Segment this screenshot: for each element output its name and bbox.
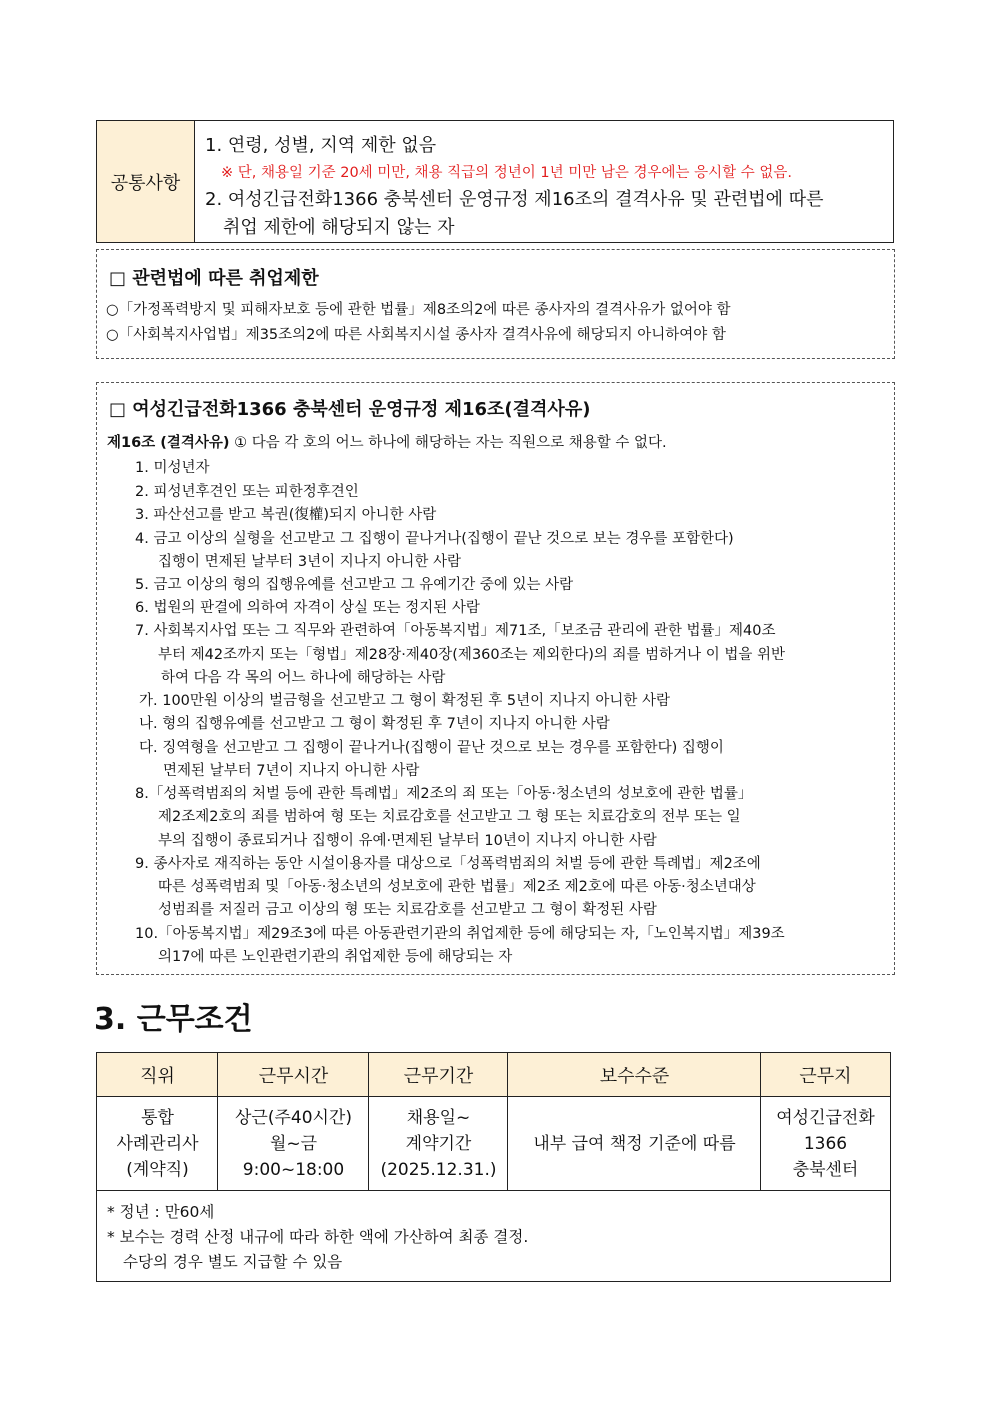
cell-line: (2025.12.31.) [380,1159,497,1180]
regulation-line: 따른 성폭력범죄 및「아동·청소년의 성보호에 관한 법률」제2조 제2호에 따른 아동·청소년대상 [158,879,756,895]
regulation-line: 면제된 날부터 7년이 지나지 아니한 사람 [163,763,420,779]
header-pay: 보수수준 [508,1053,761,1097]
column-divider [760,1053,761,1191]
column-divider [507,1053,508,1191]
regulation-line: 집행이 면제된 날부터 3년이 지나지 아니한 사람 [158,554,462,570]
law-line-1: ○「가정폭력방지 및 피해자보호 등에 관한 법률」제8조의2에 따른 종사자의 결격사유가 없어야 함 [106,302,731,318]
regulation-line: 10.「아동복지법」제29조3에 따른 아동관련기관의 취업제한 등에 해당되는 자,「노인복지법」제39조 [135,926,785,942]
cell-line: 계약기간 [405,1133,472,1154]
note-retirement: * 정년 : 만60세 [107,1203,215,1221]
regulation-intro [107,431,667,452]
law-restriction-box [96,249,895,359]
common-label: 공통사항 [97,121,195,242]
cell-period [369,1097,508,1191]
regulation-line: 8.「성폭력범죄의 처벌 등에 관한 특례법」제2조의 죄 또는「아동·청소년의 성보호에 관한 법률」 [135,786,753,802]
regulation-intro-text: ① 다음 각 호의 어느 하나에 해당하는 자는 직원으로 채용할 수 없다. [229,435,667,451]
law-box-title: □ 관련법에 따른 취업제한 [109,268,319,289]
column-divider [368,1053,369,1191]
regulation-line: 5. 금고 이상의 형의 집행유예를 선고받고 그 유예기간 중에 있는 사람 [135,577,574,593]
note-allowance: 수당의 경우 별도 지급할 수 있음 [123,1253,343,1271]
column-divider [217,1053,218,1191]
regulation-line: 2. 피성년후견인 또는 피한정후견인 [135,484,359,500]
cell-line: 채용일~ [406,1107,471,1128]
regulation-intro-article: 제16조 (결격사유) [107,435,230,451]
header-period: 근무기간 [369,1053,508,1097]
cell-line: 9:00~18:00 [242,1159,345,1180]
law-line-2: ○「사회복지사업법」제35조의2에 따른 사회복지시설 종사자 결격사유에 해당되지 아니하여야 함 [106,327,726,343]
regulation-line: 3. 파산선고를 받고 복권(復權)되지 아니한 사람 [135,507,437,523]
common-item-2-line-1: 2. 여성긴급전화1366 충북센터 운영규정 제16조의 결격사유 및 관련법에 따른 [205,189,824,210]
cell-line: 1366 [803,1133,848,1154]
regulation-line: 제2조제2호의 죄를 범하여 형 또는 치료감호를 선고받고 그 형 또는 치료감호의 전부 또는 일 [158,809,741,825]
regulation-box [96,382,895,975]
regulation-line: 다. 징역형을 선고받고 그 집행이 끝나거나(집행이 끝난 것으로 보는 경우를 포함한다) 집행이 [139,740,724,756]
regulation-line: 하여 다음 각 목의 어느 하나에 해당하는 사람 [161,670,446,686]
regulation-line: 부터 제42조까지 또는「형법」제28장·제40장(제360조는 제외한다)의 죄를 범하거나 이 법을 위반 [158,647,786,663]
header-hours: 근무시간 [218,1053,369,1097]
regulation-line: 7. 사회복지사업 또는 그 직무와 관련하여「아동복지법」제71조,「보조금 관리에 관한 법률」제40조 [135,623,776,639]
cell-line: 월~금 [269,1133,318,1154]
note-pay: * 보수는 경력 산정 내규에 따라 하한 액에 가산하여 최종 결정. [107,1228,529,1246]
header-place: 근무지 [761,1053,890,1097]
cell-hours [218,1097,369,1191]
work-conditions-table [96,1052,891,1282]
cell-place [761,1097,890,1191]
cell-position [97,1097,218,1191]
regulation-box-title: □ 여성긴급전화1366 충북센터 운영규정 제16조(결격사유) [109,399,591,420]
regulation-line: 성범죄를 저질러 금고 이상의 형 또는 치료감호를 선고받고 그 형이 확정된 사람 [158,902,657,918]
common-note: ※ 단, 채용일 기준 20세 미만, 채용 직급의 정년이 1년 미만 남은 경우에는 응시할 수 없음. [221,165,793,181]
regulation-line: 6. 법원의 판결에 의하여 자격이 상실 또는 정지된 사람 [135,600,480,616]
common-item-2-line-2: 취업 제한에 해당되지 않는 자 [223,217,455,238]
cell-line: 여성긴급전화 [776,1107,875,1128]
common-requirements-table [96,120,894,243]
common-item-1: 1. 연령, 성별, 지역 제한 없음 [205,135,437,156]
cell-line: 통합 [141,1107,174,1128]
regulation-line: 가. 100만원 이상의 벌금형을 선고받고 그 형이 확정된 후 5년이 지나지 아니한 사람 [139,693,671,709]
regulation-line: 4. 금고 이상의 실형을 선고받고 그 집행이 끝나거나(집행이 끝난 것으로 보는 경우를 포함한다) [135,531,734,547]
cell-line: 내부 급여 책정 기준에 따름 [533,1133,736,1154]
header-position: 직위 [97,1053,218,1097]
cell-line: (계약직) [126,1159,189,1180]
cell-line: 상근(주40시간) [234,1107,352,1128]
cell-pay [508,1097,761,1191]
regulation-line: 나. 형의 집행유예를 선고받고 그 형이 확정된 후 7년이 지나지 아니한 사람 [139,716,610,732]
section-title: 3. 근무조건 [94,1002,253,1037]
regulation-line: 의17에 따른 노인관련기관의 취업제한 등에 해당되는 자 [158,949,513,965]
regulation-line: 부의 집행이 종료되거나 집행이 유예·면제된 날부터 10년이 지나지 아니한 사람 [158,833,657,849]
regulation-line: 1. 미성년자 [135,460,210,476]
cell-line: 충북센터 [792,1159,859,1180]
regulation-line: 9. 종사자로 재직하는 동안 시설이용자를 대상으로「성폭력범죄의 처벌 등에 관한 특례법」제2조에 [135,856,761,872]
cell-line: 사례관리사 [116,1133,199,1154]
